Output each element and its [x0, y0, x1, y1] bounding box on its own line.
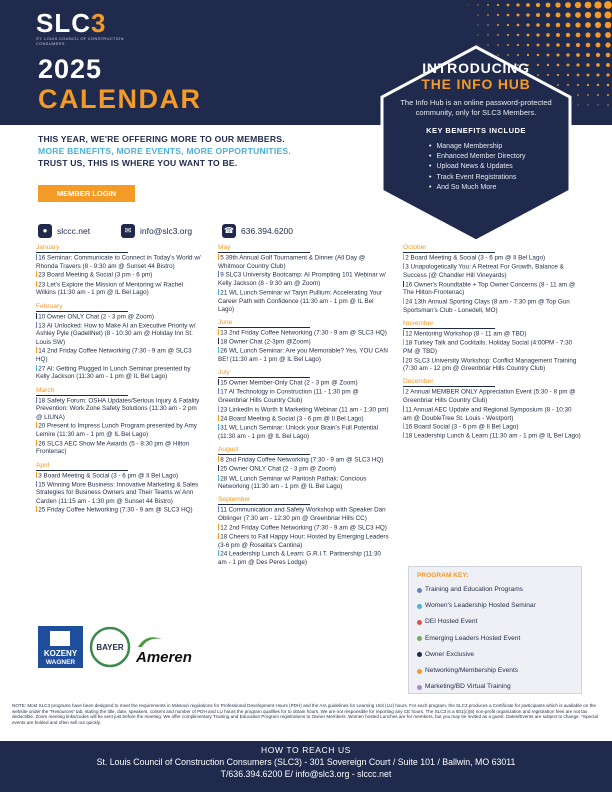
calendar-year: 2025 — [38, 54, 103, 84]
decor-dot — [596, 53, 600, 57]
program-key-item — [417, 614, 573, 630]
program-key — [408, 566, 582, 694]
decor-dot — [487, 14, 489, 16]
decor-dot — [468, 5, 469, 6]
event-item[interactable] — [403, 357, 581, 374]
event-text: 11 Annual AEC Update and Regional Symposium (8 - 10:30 am @ DoubleTree St. Louis - Westport) — [403, 406, 572, 422]
benefits-list — [429, 142, 575, 193]
event-text: 14 2nd Friday Coffee Networking (7:30 - 9 am @ SLC3 HQ) — [36, 347, 192, 364]
decor-dot — [596, 63, 600, 67]
program-key-dot — [417, 669, 422, 674]
event-text: 26 SLC3 AEC Show Me Awards (5 - 8:30 pm @ Hilton Frontenac) — [36, 440, 190, 456]
event-item[interactable] — [36, 271, 202, 280]
decor-dot — [507, 34, 509, 36]
decor-dot — [596, 43, 601, 48]
decor-dot — [526, 13, 530, 17]
event-item[interactable] — [403, 339, 581, 356]
decor-dot — [536, 23, 540, 27]
month-heading: August — [218, 446, 310, 455]
program-key-label: DEI Hosted Event — [425, 618, 478, 626]
event-item[interactable] — [403, 298, 581, 315]
decor-dot — [526, 3, 530, 7]
decor-dot — [497, 4, 499, 6]
event-item[interactable] — [403, 388, 581, 405]
event-text: 13 AI Unlocked: How to Make AI an Executive Priority w/ Ashley Pyle (GadellNet) (8 - 10:30 am @ Holiday Inn St. Louis SW) — [36, 322, 196, 346]
event-text: 18 Safety Forum: OSHA Updates/Serious Injury & Fatality Prevention: Work Zone Safety Solutions (11:30 am - 2 pm @ LIUNA) — [36, 397, 200, 421]
event-item[interactable] — [218, 550, 390, 567]
decor-dot — [536, 13, 540, 17]
event-text: 10 Owner ONLY Chat (2 - 3 pm @ Zoom) — [38, 313, 154, 321]
decor-dot — [516, 3, 519, 6]
calendar-column-2 — [218, 244, 390, 568]
decor-dot — [587, 104, 588, 105]
decor-dot — [577, 94, 579, 96]
decor-dot — [556, 13, 561, 18]
decor-dot — [565, 12, 570, 17]
event-text: 3 Board Meeting & Social (3 - 6 pm @ Il Bel Lago) — [38, 472, 179, 480]
decor-dot — [576, 43, 580, 47]
event-text: 13 2nd Friday Coffee Networking (7:30 - 9 am @ SLC3 HQ) — [220, 329, 387, 337]
decor-dot — [487, 4, 489, 6]
event-item[interactable] — [36, 313, 202, 322]
event-text: 15 Winning More Business: Innovative Marketing & Sales Strategies for Business Owners and Their Teams w/ Ann Carden (11:15 am - 1:30 pm @ Sunset 44 Bistro) — [36, 481, 199, 505]
event-item[interactable] — [36, 422, 202, 439]
decor-dot — [586, 53, 590, 57]
event-text: 28 WL Lunch Seminar w/ Paritosh Pathak: Concious Networking (11:30 am - 1 pm @ IL Bel Lago) — [218, 475, 367, 491]
program-key-label: Networking/Membership Events — [425, 667, 519, 675]
decor-dot — [606, 53, 611, 58]
decor-dot — [585, 12, 591, 18]
decor-dot — [477, 4, 478, 5]
event-item[interactable] — [218, 465, 390, 474]
decor-dot — [596, 73, 599, 76]
phone-icon: ☎ — [222, 224, 236, 238]
event-item[interactable] — [218, 388, 390, 405]
calendar-title: CALENDAR — [38, 84, 202, 114]
program-key-dot — [417, 685, 422, 690]
website-text: slccc.net — [57, 226, 91, 236]
sponsor-logo-art — [36, 625, 216, 671]
month-heading: April — [36, 462, 128, 471]
event-text: 9 SLC3 University Bootcamp: AI Prompting 101 Webinar w/ Kelly Jackson (8 - 9:30 am @ Zoom) — [218, 271, 386, 288]
event-text: 20 Present to Impress Lunch Program presented by Amy Lemire (11:30 am - 1 pm @ IL Bel Lago) — [36, 422, 197, 438]
globe-icon: ● — [38, 224, 52, 238]
intro-line3: TRUST US, THIS IS WHERE YOU WANT TO BE. — [38, 158, 238, 168]
benefit-item: • Enhanced Member Directory — [429, 152, 575, 162]
decor-dot — [497, 14, 499, 16]
program-key-item — [417, 598, 573, 614]
kozeny-mark — [50, 631, 70, 646]
event-text: 2 Annual MEMBER ONLY Appreciation Event (5:30 - 8 pm @ Greenbriar Hills Country Club) — [403, 388, 576, 405]
decor-dot — [607, 94, 609, 96]
decor-dot — [546, 13, 550, 17]
decor-dot — [604, 11, 611, 18]
program-key-dot — [417, 636, 422, 641]
phone-text: 636.394.6200 — [241, 226, 293, 236]
decor-dot — [587, 84, 589, 86]
event-text: 21 WL Lunch Seminar w/ Taryn Pullium: Accelerating Your Career Path with Confidence (11:30 am - 1 pm @ IL Bel Lago) — [218, 289, 383, 313]
event-item[interactable] — [218, 475, 390, 492]
decor-dot — [577, 104, 578, 105]
event-text: 5 39th Annual Golf Tournament & Dinner (All Day @ Whitmoor Country Club) — [218, 254, 366, 270]
event-item[interactable] — [218, 524, 390, 533]
decor-dot — [536, 33, 539, 36]
program-key-dot — [417, 604, 422, 609]
footer — [0, 741, 612, 792]
event-item[interactable] — [36, 322, 202, 347]
benefit-item: • And So Much More — [429, 183, 575, 193]
program-key-item — [417, 582, 573, 598]
event-text: 18 Cheers to Fall Happy Hour: Hosted by Emerging Leaders (3-6 pm @ Rosalita's Cantina) — [218, 533, 389, 549]
decor-dot — [526, 23, 529, 26]
benefit-item: • Manage Membership — [429, 142, 575, 152]
event-text: 17 AI Technology in Construction (11 - 1:30 pm @ Greenbriar Hills Country Club) — [218, 388, 359, 405]
decor-dot — [595, 32, 601, 38]
decor-dot — [566, 33, 570, 37]
intro-text — [38, 133, 358, 169]
logo-accent: 3 — [91, 8, 107, 38]
decor-dot — [517, 34, 519, 36]
decor-dot — [527, 34, 530, 37]
event-text: 27 AI: Getting Plugged In Lunch Seminar presented by Kelly Jackson (11:30 am - 1 pm @ IL Bel Lago) — [36, 365, 191, 381]
footer-contact[interactable]: T/636.394.6200 E/ info@slc3.org - slccc.net — [220, 769, 392, 779]
slc3-logo[interactable] — [36, 8, 126, 48]
decor-dot — [607, 104, 608, 105]
event-item[interactable] — [403, 263, 581, 280]
decor-dot — [487, 24, 489, 26]
decor-dot — [585, 32, 590, 37]
event-text: 8 2nd Friday Coffee Networking (7:30 - 9 am @ SLC3 HQ) — [220, 456, 384, 464]
program-key-title: PROGRAM KEY: — [417, 572, 469, 579]
month-heading: December — [403, 378, 495, 387]
decor-dot — [565, 2, 571, 8]
month-heading: November — [403, 320, 495, 329]
intro-line1: THIS YEAR, WE'RE OFFERING MORE TO OUR MEMBERS. — [38, 134, 285, 144]
event-text: 18 Owner Chat (2-3pm @Zoom) — [220, 338, 311, 346]
logo-subtitle: ST. LOUIS COUNCIL OF CONSTRUCTION CONSUMERS — [36, 36, 124, 46]
event-text: 16 Owner's Roundtable + Top Owner Concerns (8 - 11 am @ The Hilton-Frontenac) — [403, 281, 576, 297]
event-text: 3 Unapologetically You: A Retreat For Growth, Balance & Success (@ Chandler Hill Vineyards) — [403, 263, 564, 279]
program-key-label: Owner Exclusive — [425, 650, 475, 658]
program-key-item — [417, 631, 573, 647]
decor-dot — [577, 84, 579, 86]
decor-dot — [497, 34, 499, 36]
benefit-item: • Track Event Registrations — [429, 173, 575, 183]
event-item[interactable] — [218, 533, 390, 550]
program-key-label: Women's Leadership Hosted Seminar — [425, 602, 536, 610]
decor-dot — [597, 84, 599, 86]
event-text: 24 13th Annual Sporting Clays (8 am - 7:30 pm @ Top Gun Sportsman's Club - Lonedell, MO) — [403, 298, 570, 314]
event-item[interactable] — [403, 330, 581, 339]
event-text: 18 Turkey Talk and Cocktails: Holiday Social (4:00PM - 7:30 PM @ TBD) — [403, 339, 573, 355]
decor-dot — [507, 14, 510, 17]
calendar-column-1 — [36, 244, 202, 516]
program-key-item — [417, 663, 573, 679]
month-heading: September — [218, 496, 310, 505]
program-key-item — [417, 647, 573, 663]
decor-dot — [478, 35, 479, 36]
decor-dot — [517, 24, 520, 27]
decor-dot — [586, 43, 591, 48]
program-key-dot — [417, 620, 422, 625]
event-item[interactable] — [403, 254, 581, 263]
event-text: 25 Owner ONLY Chat (2 - 3 pm @ Zoom) — [220, 465, 336, 473]
decor-dot — [585, 2, 592, 9]
event-text: 15 Owner Member-Only Chat (2 - 3 pm @ Zoom) — [220, 379, 358, 387]
decor-dot — [546, 33, 550, 37]
event-item[interactable] — [36, 440, 202, 457]
key-benefits-title: KEY BENEFITS INCLUDE — [426, 126, 526, 135]
event-item[interactable] — [218, 329, 390, 338]
info-hub-description: The Info Hub is an online password-protected community, only for SLC3 Members. — [400, 98, 552, 117]
decor-dot — [587, 74, 590, 77]
decor-dot — [507, 4, 510, 7]
event-text: 20 SLC3 University Workshop: Conflict Management Training (7:30 am - 12 pm @ Greenbriar Hills Country Club) — [403, 357, 577, 373]
program-key-label: Training and Education Programs — [425, 586, 523, 593]
decor-dot — [575, 2, 581, 8]
program-key-label: Emerging Leaders Hosted Event — [425, 634, 521, 642]
event-item[interactable] — [218, 379, 390, 388]
event-item[interactable] — [218, 271, 390, 288]
decor-dot — [477, 24, 478, 25]
event-text: 18 Leadership Lunch & Learn (11:30 am - 1 pm @ IL Bel Lago) — [405, 432, 581, 440]
decor-dot — [516, 13, 519, 16]
contact-email[interactable] — [121, 224, 192, 238]
event-text: 23 Board Meeting & Social (3 pm - 6 pm) — [38, 271, 153, 279]
event-text: 25 Friday Coffee Networking (7:30 - 9 am @ SLC3 HQ) — [38, 506, 193, 514]
footer-address: St. Louis Council of Construction Consumers (SLC3) - 301 Sovereign Court / Suite 101 / Ballwin, MO 63011 — [96, 757, 516, 767]
decor-dot — [576, 53, 580, 57]
sponsor-logos — [36, 625, 216, 671]
decor-dot — [487, 34, 488, 35]
event-item[interactable] — [403, 432, 581, 441]
event-item[interactable] — [36, 506, 202, 515]
event-item[interactable] — [403, 406, 581, 423]
month-heading: July — [218, 369, 310, 378]
event-item[interactable] — [218, 347, 390, 364]
kozeny-text: KOZENY — [43, 649, 78, 658]
event-item[interactable] — [36, 347, 202, 364]
event-item[interactable] — [218, 406, 390, 415]
decor-dot — [595, 12, 602, 19]
program-key-list — [417, 582, 573, 695]
event-item[interactable] — [218, 506, 390, 523]
event-text: 2 Board Meeting & Social (3 - 6 pm @ Il Bel Lago) — [405, 254, 546, 262]
footer-title: HOW TO REACH US — [261, 745, 351, 755]
program-key-dot — [417, 588, 422, 593]
event-text: 24 Board Meeting & Social (3 - 6 pm @ Il Bel Lago) — [220, 415, 364, 423]
event-item[interactable] — [36, 365, 202, 382]
bayer-text: BAYER — [96, 643, 124, 652]
program-key-item — [417, 679, 573, 695]
event-text: 31 WL Lunch Seminar: Unlock your Brain's Full Potential (11:30 am - 1 pm @ IL Bel Lago) — [218, 424, 379, 440]
event-item[interactable] — [36, 481, 202, 506]
decor-dot — [575, 12, 581, 18]
decor-dot — [604, 1, 612, 9]
ameren-text: Ameren — [136, 649, 192, 666]
event-item[interactable] — [218, 338, 390, 347]
info-hub-title2: THE INFO HUB — [421, 76, 531, 92]
program-key-dot — [417, 652, 422, 657]
decor-dot — [497, 24, 499, 26]
event-item[interactable] — [36, 472, 202, 481]
decor-dot — [507, 24, 509, 26]
info-hub-title1: INTRODUCING — [422, 60, 530, 76]
decor-dot — [555, 2, 560, 7]
envelope-icon: ✉ — [121, 224, 135, 238]
decor-dot — [597, 94, 599, 96]
month-heading: March — [36, 387, 128, 396]
contact-website[interactable] — [38, 224, 90, 238]
month-heading: October — [403, 244, 495, 253]
decor-dot — [556, 23, 560, 27]
decor-dot — [607, 84, 610, 87]
logo-main: SLC — [36, 8, 91, 38]
decor-dot — [595, 22, 601, 28]
email-text: info@slc3.org — [140, 226, 193, 236]
event-item[interactable] — [218, 254, 390, 271]
info-hub-panel — [377, 58, 575, 193]
benefit-item: • Upload News & Updates — [429, 162, 575, 172]
decor-dot — [585, 22, 591, 28]
contact-phone[interactable] — [222, 224, 293, 238]
event-text: 12 2nd Friday Coffee Networking (7:30 - 9 am @ SLC3 HQ) — [220, 524, 387, 532]
event-item[interactable] — [36, 281, 202, 298]
decor-dot — [605, 22, 612, 29]
decor-dot — [477, 14, 478, 15]
member-login-button[interactable]: MEMBER LOGIN — [38, 185, 135, 202]
event-item[interactable] — [218, 456, 390, 465]
month-heading: May — [218, 244, 310, 253]
decor-dot — [577, 74, 580, 77]
event-text: 23 LinkedIn is Worth It Marketing Webinar (11 am - 1:30 pm) — [220, 406, 389, 414]
event-item[interactable] — [218, 424, 390, 441]
intro-line2: MORE BENEFITS, MORE EVENTS, MORE OPPORTUNITIES. — [38, 146, 291, 156]
decor-dot — [594, 1, 601, 8]
decor-dot — [576, 33, 581, 38]
event-text: 12 Mentoring Workshop (8 - 11 am @ TBD) — [405, 330, 527, 338]
decor-dot — [536, 3, 540, 7]
decor-dot — [566, 23, 571, 28]
event-text: 11 Communication and Safety Workshop with Speaker Dan Oblinger (7:30 am - 12:30 pm @ Greenbriar Hills CC) — [218, 506, 386, 523]
event-item[interactable] — [403, 281, 581, 298]
decor-dot — [606, 63, 610, 67]
month-heading: February — [36, 303, 128, 312]
decor-dot — [546, 23, 550, 27]
decor-dot — [587, 94, 589, 96]
event-item[interactable] — [218, 289, 390, 314]
decor-dot — [605, 42, 610, 47]
month-heading: June — [218, 319, 310, 328]
event-item[interactable] — [218, 415, 390, 424]
decor-dot — [586, 63, 589, 66]
decor-dot — [606, 73, 609, 76]
wagner-text: WAGNER — [45, 659, 76, 666]
event-item[interactable] — [36, 397, 202, 422]
decor-dot — [556, 33, 560, 37]
event-item[interactable] — [403, 423, 581, 432]
event-text: 24 Leadership Lunch & Learn: G.R.I.T. Partnership (11:30 am - 1 pm @ Des Peres Lodge) — [218, 550, 381, 567]
decor-dot — [605, 32, 611, 38]
event-item[interactable] — [36, 254, 202, 271]
decor-dot — [575, 22, 580, 27]
decor-dot — [597, 104, 598, 105]
event-text: 16 Seminar: Communicate to Connect in Today's World w/ Rhonda Travers (8 - 9:30 am @ Sunset 44 Bistro) — [36, 254, 201, 270]
pdh-note: NOTE: Most SLC3 programs have been designed to meet the requirements in Missouri regulations for Professional Development Hours (PDH) and the AIA guidelines for Learning Unit (LU) hours. For each program, the SLC3 produces a Certificate for participants which is available on the website under the "Resources" tab, stating the title, date, speakers, content and number of PDH and LU hours the program qualifies for to obtain hours. We are not responsible for reporting any CE hours. The SLC3 is a 501(c)(6) non-profit organization and registration fees are not tax deductible. Zoom meeting links/codes will be sent just before the meeting. We offer complimentary Training and Education Program registrations to Owner Members. Women hosted Lunches are for members, but you may be invited as a guest. Dates/Events are subject to change. *Special events are bolded and often sell out quickly. — [12, 703, 599, 726]
event-text: 16 Board Social (3 - 6 pm @ Il Bel Lago) — [405, 423, 519, 431]
decor-dot — [546, 3, 551, 8]
event-text: 26 WL Lunch Seminar: Are you Memorable? Yes, YOU CAN BE! (11:30 am - 1 pm @ IL Bel Lago) — [218, 347, 388, 364]
decor-dot — [576, 63, 579, 66]
month-heading: January — [36, 244, 128, 253]
event-text: 23 Let's Explore the Mission of Mentoring w/ Rachel Wilkins (11:30 am - 1 pm @ IL Bel Lago) — [36, 281, 183, 297]
ameren-leaf — [138, 637, 162, 647]
program-key-label: Marketing/BD Virtual Training — [425, 683, 511, 691]
calendar-column-3 — [403, 244, 581, 442]
